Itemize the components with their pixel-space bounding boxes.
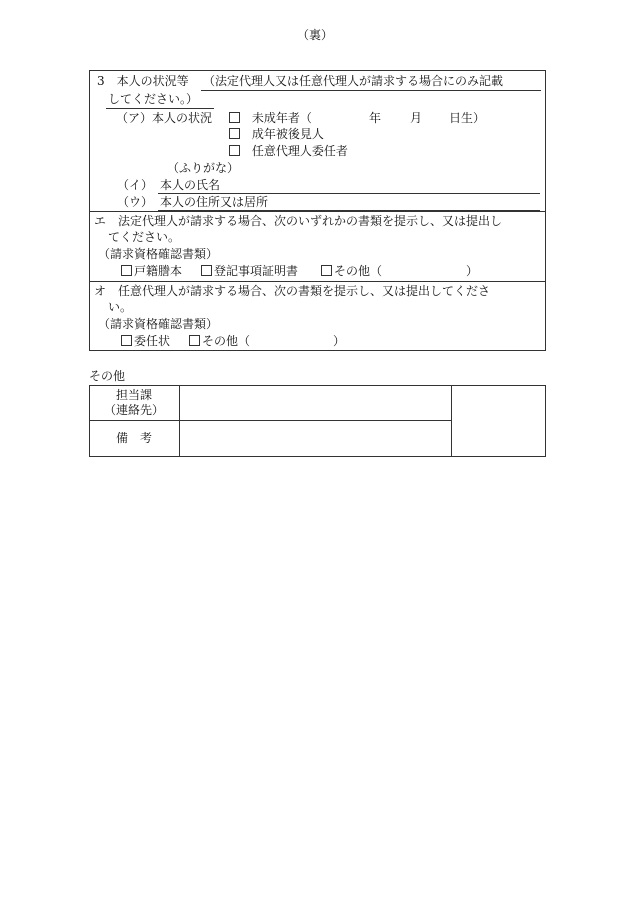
checkbox-icon[interactable] (229, 128, 240, 139)
furigana-label: （ふりがな） (167, 161, 240, 175)
page-side-label: （裏） (296, 28, 333, 42)
divider (89, 211, 546, 212)
checkbox-icon[interactable] (201, 265, 212, 276)
checkbox-icon[interactable] (321, 265, 332, 276)
item-label: その他（ (334, 264, 383, 278)
sectionO-item-proxy[interactable] (121, 334, 170, 349)
checkbox-icon[interactable] (121, 335, 132, 346)
divider (89, 281, 546, 282)
address-label: 本人の住所又は居所 (160, 195, 269, 209)
divider (179, 385, 180, 457)
sectionE-line2: てください。 (108, 230, 181, 244)
sectionE-doc-heading: （請求資格確認書類） (98, 247, 219, 261)
remarks-label: 備 考 (115, 431, 152, 445)
sectionE-close: ） (466, 264, 479, 278)
option-adult-ward[interactable] (229, 127, 324, 142)
note-underline-2 (106, 108, 214, 109)
name-line[interactable] (158, 193, 540, 194)
name-prefix: （イ） (117, 178, 154, 192)
option-minor-label: 未成年者（ (251, 111, 312, 125)
option-adult-ward-label: 成年被後見人 (251, 127, 324, 141)
item-label: その他（ (202, 334, 251, 348)
item-label: 戸籍謄本 (134, 264, 183, 278)
item-label: 委任状 (134, 334, 171, 348)
dept-label-2: （連絡先） (103, 403, 164, 417)
dob-year: 年 (369, 111, 382, 125)
option-principal[interactable] (229, 144, 348, 159)
address-prefix: （ウ） (117, 195, 154, 209)
sectionO-item-other[interactable] (189, 334, 250, 349)
dob-month: 月 (410, 111, 423, 125)
sectionO-close: ） (333, 334, 346, 348)
name-label: 本人の氏名 (160, 178, 221, 192)
sectionO-line2: い。 (108, 300, 133, 314)
divider (451, 385, 452, 457)
sectionO-doc-heading: （請求資格確認書類） (98, 317, 219, 331)
sectionO-line1: オ 任意代理人が請求する場合、次の書類を提示し、又は提出してくださ (94, 284, 491, 298)
option-principal-label: 任意代理人委任者 (251, 144, 348, 158)
checkbox-icon[interactable] (121, 265, 132, 276)
option-minor[interactable] (229, 111, 312, 126)
checkbox-icon[interactable] (229, 112, 240, 123)
status-label: （ア）本人の状況 (116, 111, 213, 125)
section3-note-line1: （法定代理人又は任意代理人が請求する場合にのみ記載 (203, 74, 504, 88)
item-label: 登記事項証明書 (214, 264, 299, 278)
sectionE-item-registry[interactable] (201, 264, 298, 279)
section3-note-line2: してください。） (108, 92, 199, 106)
checkbox-icon[interactable] (189, 335, 200, 346)
checkbox-icon[interactable] (229, 145, 240, 156)
section3-title: 3 本人の状況等 (97, 74, 189, 88)
other-heading: その他 (89, 369, 126, 383)
dept-label-1: 担当課 (115, 388, 152, 402)
sectionE-line1: エ 法定代理人が請求する場合、次のいずれかの書類を提示し、又は提出し (94, 214, 503, 228)
sectionE-item-other[interactable] (321, 264, 382, 279)
sectionE-item-koseki[interactable] (121, 264, 182, 279)
divider (89, 420, 452, 421)
dob-day: 日生） (449, 111, 486, 125)
note-underline-1 (201, 90, 541, 91)
